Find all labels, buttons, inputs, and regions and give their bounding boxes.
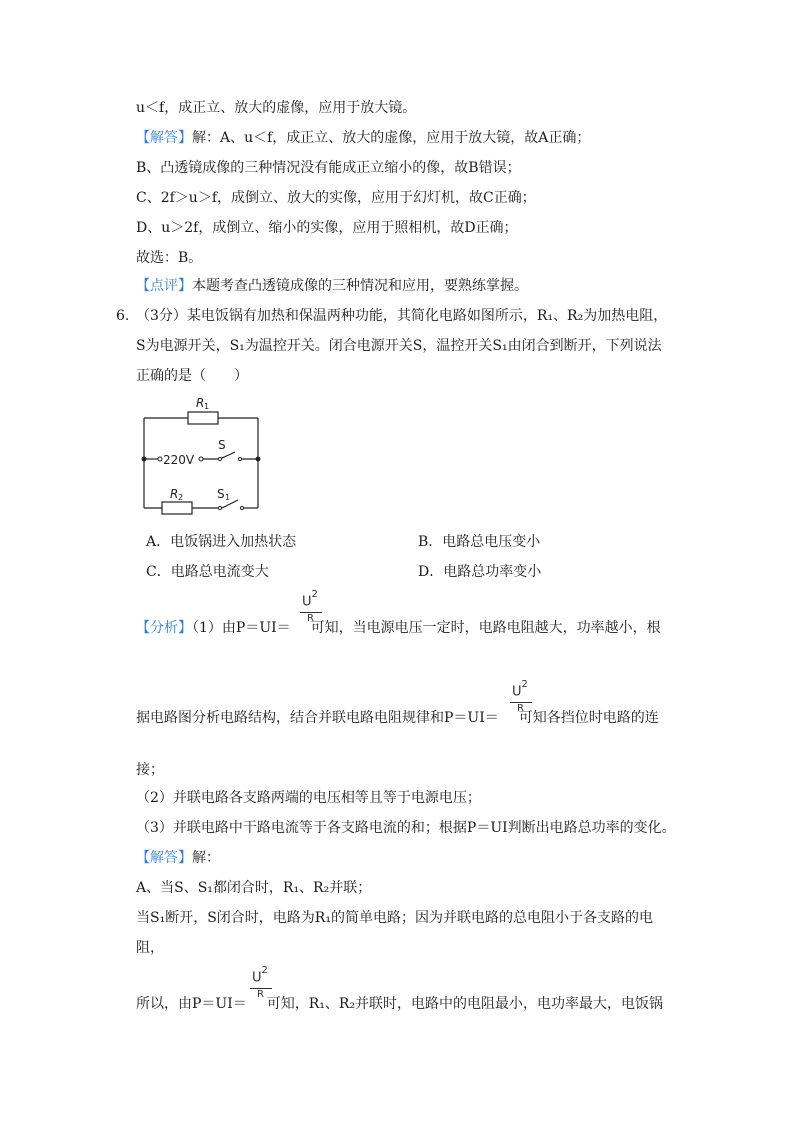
question-number: 6. xyxy=(116,308,130,324)
text-line: B、凸透镜成像的三种情况没有能成正立缩小的像，故B错误； xyxy=(136,160,521,176)
r1-subscript: 1 xyxy=(204,402,210,411)
text-line: 故选：B。 xyxy=(136,250,203,266)
junction-dot xyxy=(256,457,261,462)
answer-tag: 【解答】 xyxy=(136,130,192,146)
switch-contact xyxy=(218,457,221,460)
analysis-line: 据电路图分析电路结构，结合并联电路电阻规律和P＝UI＝ 可知各挡位时电路的连 xyxy=(136,710,659,726)
resistor-r2 xyxy=(162,502,192,514)
option-d: D．电路总功率变小 xyxy=(418,564,542,580)
circuit-diagram xyxy=(130,392,270,518)
s1-subscript: 1 xyxy=(225,493,231,502)
junction-dot xyxy=(142,457,147,462)
answer-tag: 【解答】 xyxy=(136,850,192,866)
analysis-line: （3）并联电路中干路电流等于各支路电流的和；根据P＝UI判断出电路总功率的变化。 xyxy=(136,820,676,836)
switch-contact xyxy=(240,506,243,509)
fraction-u2-over-r: $U^2$ R xyxy=(510,682,534,722)
terminal xyxy=(199,457,203,461)
s1-label: S xyxy=(217,487,225,501)
analysis-tag: 【分析】 xyxy=(136,620,192,636)
s-label: S xyxy=(218,438,226,452)
r2-subscript: 2 xyxy=(178,493,184,502)
text-line xyxy=(136,128,590,148)
option-b: B．电路总电压变小 xyxy=(418,534,541,550)
option-c: C．电路总电流变大 xyxy=(146,564,269,580)
option-a: A．电饭锅进入加热状态 xyxy=(146,534,297,550)
analysis-line: 【分析】（1）由P＝UI＝ 可知，当电源电压一定时，电路电阻越大，功率越小，根 xyxy=(136,620,661,636)
r2-label: R xyxy=(170,487,179,501)
question-line: 正确的是（ ） xyxy=(136,368,248,384)
text-line: D、u＞2f，成倒立、缩小的实像，应用于照相机，故D正确； xyxy=(136,220,518,236)
answer-text: 解：A、u＜f，成正立、放大的虚像，应用于放大镜，故A正确； xyxy=(192,130,591,146)
comment-text: 本题考查凸透镜成像的三种情况和应用，要熟练掌握。 xyxy=(192,278,528,294)
analysis-line: 接； xyxy=(136,762,164,778)
text-line: u＜f，成正立、放大的虚像，应用于放大镜。 xyxy=(136,100,417,116)
answer-line: A、当S、S₁都闭合时，R₁、R₂并联； xyxy=(136,880,372,896)
comment-tag: 【点评】 xyxy=(136,278,192,294)
analysis-line: （2）并联电路各支路两端的电压相等且等于电源电压； xyxy=(136,790,481,806)
source-label: 220V xyxy=(163,453,195,467)
switch-contact xyxy=(218,506,221,509)
fraction-u2-over-r: $U^2$ R xyxy=(250,968,274,1008)
r1-label: R xyxy=(196,396,205,410)
resistor-r1 xyxy=(188,412,218,424)
text-line xyxy=(136,276,528,296)
switch-contact xyxy=(238,457,241,460)
answer-line: 阻， xyxy=(136,940,164,956)
terminal xyxy=(158,457,162,461)
answer-line: 【解答】解： xyxy=(136,850,220,866)
question-line: S为电源开关，S₁为温控开关。闭合电源开关S，温控开关S₁由闭合到断开，下列说法 xyxy=(136,338,662,354)
question-line: （3分）某电饭锅有加热和保温两种功能，其简化电路如图所示，R₁、R₂为加热电阻， xyxy=(136,308,668,324)
answer-line: 当S₁断开，S闭合时，电路为R₁的简单电路；因为并联电路的总电阻小于各支路的电 xyxy=(136,910,653,926)
answer-line: 所以，由P＝UI＝ 可知，R₁、R₂并联时，电路中的电阻最小，电功率最大，电饭锅 xyxy=(136,996,664,1012)
fraction-u2-over-r: $U^2$ R xyxy=(300,592,324,632)
text-line: C、2f＞u＞f，成倒立、放大的实像，应用于幻灯机，故C正确； xyxy=(136,190,536,206)
